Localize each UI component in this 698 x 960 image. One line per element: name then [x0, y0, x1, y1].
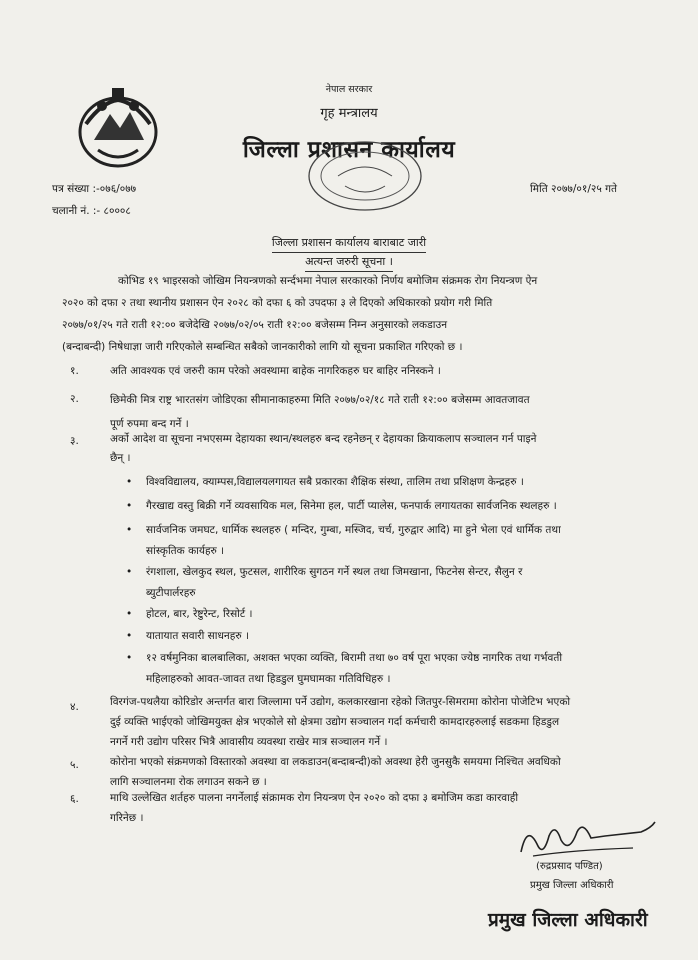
item-line: विरगंज-पथलैया कोरिडोर अन्तर्गत बारा जिल्लामा पर्ने उद्योग, कलकारखाना रहेको जितपुर-सिमरामा कोरोना पोजेटिभ भएको — [110, 696, 571, 708]
item-line: छिमेकी मित्र राष्ट्र भारतसंग जोडिएका सीमानाकाहरुमा मिति २०७७/०२/१८ गते राती १२:०० बजेसम्म आवतजावत — [110, 394, 530, 406]
list-item — [110, 752, 655, 792]
bullet-item — [146, 626, 656, 647]
bullet-line: • गैरखाद्य वस्तु बिक्री गर्ने व्यवसायिक मल, सिनेमा हल, पार्टी प्यालेस, फनपार्क लगायतका सार्वजनिक स्थलहरु । — [146, 500, 557, 512]
dispatch-number: चलानी नं. :- ८०००८ — [52, 205, 131, 217]
item-line: माथि उल्लेखित शर्तहरु पालना नगर्नेलाई संक्रामक रोग नियन्त्रण ऐन २०२० को दफा ३ बमोजिम कडा कारवाही — [110, 792, 519, 804]
notice-heading — [0, 234, 698, 272]
list-item — [110, 692, 655, 752]
intro-line: (बन्दाबन्दी) निषेधाज्ञा जारी गरिएकोले सम्बन्धित सबैको जानकारीको लागि यो सूचना प्रकाशित गरिएको छ । — [62, 341, 463, 353]
item-number: ४. — [70, 701, 79, 713]
item-line: दुई व्यक्ति भाईएको जोखिमयुक्त क्षेत्र भएकोले सो क्षेत्रमा उद्योग सञ्चालन गर्दा कर्मचारी कामदारहरुलाई सडकमा हिडडुल — [110, 716, 560, 728]
item-line: अति आवश्यक एवं जरुरी काम परेको अवस्थामा बाहेक नागरिकहरु घर बाहिर ननिस्कने । — [110, 365, 441, 377]
bullet-line: • यातायात सवारी साधनहरु । — [146, 630, 249, 642]
item-line: पूर्ण रुपमा बन्द गर्ने । — [110, 418, 189, 430]
list-item — [110, 362, 655, 381]
bullet-line: • विश्वविद्यालय, क्याम्पस,विद्यालयलगायत सबै प्रकारका शैक्षिक संस्था, तालिम तथा प्रशिक्षण केन्द्रहरु । — [146, 476, 524, 488]
signatory-title: प्रमुख जिल्ला अधिकारी — [530, 880, 614, 891]
bullet-line: ब्युटीपार्लरहरु — [146, 587, 196, 599]
ministry-label: गृह मन्त्रालय — [320, 106, 378, 121]
bullet-line: • होटल, बार, रेष्टुरेन्ट, रिसोर्ट । — [146, 608, 253, 620]
item-line: लागि सञ्चालनमा रोक लगाउन सकने छ । — [110, 776, 267, 788]
notice-heading-line2: अत्यन्त जरुरी सूचना । — [305, 253, 393, 272]
bullet-item — [146, 496, 656, 517]
government-label: नेपाल सरकार — [325, 84, 373, 95]
bullet-item — [146, 472, 656, 493]
item-line: कोरोना भएको संक्रमणको विस्तारको अवस्था वा लकडाउन(बन्दाबन्दी)को अवस्था हेरी जुनसुकै समयमा निश्चित अवधिको — [110, 756, 561, 768]
notice-heading-line1: जिल्ला प्रशासन कार्यालय बाराबाट जारी — [272, 234, 426, 253]
notice-date: मिति २०७७/०१/२५ गते — [530, 183, 618, 195]
office-seal-icon — [290, 128, 440, 218]
bullet-item — [146, 648, 656, 690]
intro-paragraph — [62, 270, 652, 358]
office-title: जिल्ला प्रशासन कार्यालय — [242, 137, 456, 163]
bullet-line: सांस्कृतिक कार्यहरु । — [146, 545, 225, 557]
letter-number: पत्र संख्या :-०७६/०७७ — [52, 183, 137, 195]
bullet-item — [146, 520, 656, 562]
intro-line: २०७७/०१/२५ गते राती १२:०० बजेदेखि २०७७/०२/०५ राती १२:०० बजेसम्म निम्न अनुसारको लकडाउन — [62, 319, 448, 331]
bullet-line: महिलाहरुको आवत-जावत तथा हिडडुल घुमघामका गतिविधिहरु । — [146, 673, 391, 685]
handwritten-signature-icon — [513, 814, 663, 864]
bullet-line: • रंगशाला, खेलकुद स्थल, फुटसल, शारीरिक सुगठन गर्ने स्थल तथा जिमखाना, फिटनेस सेन्टर, सैलुन र — [146, 566, 523, 578]
intro-line: कोभिड १९ भाइरसको जोखिम नियन्त्रणको सर्न्दभमा नेपाल सरकारको निर्णय बमोजिम संक्रमक रोग नियन्त्रण ऐन — [118, 275, 538, 287]
item-line: गरिनेछ । — [110, 812, 144, 824]
item-number: ३. — [70, 435, 79, 447]
bullet-item — [146, 604, 656, 625]
bullet-line: • १२ वर्षमुनिका बालबालिका, अशक्त भएका व्यक्ति, बिरामी तथा ७० वर्ष पूरा भएका ज्येष्ठ नागरिक तथा गर्भवती — [146, 652, 563, 664]
signatory-name: (रुद्रप्रसाद पण्डित) — [536, 861, 603, 872]
intro-line: २०२० को दफा २ तथा स्थानीय प्रशासन ऐन २०२८ को दफा ६ को उपदफा ३ ले दिएको अधिकारको प्रयोग गरी मिति — [62, 297, 493, 309]
item-line: छैन् । — [110, 452, 131, 464]
designation-stamp: प्रमुख जिल्ला अधिकारी — [488, 909, 648, 931]
item-line: नगर्ने गरी उद्योग परिसर भित्रै आवासीय व्यवस्था राखेर मात्र सञ्चालन गर्ने । — [110, 736, 388, 748]
item-number: २. — [70, 393, 79, 405]
list-item — [110, 388, 655, 436]
item-number: १. — [70, 365, 79, 377]
item-line: अर्को आदेश वा सूचना नभएसम्म देहायका स्थान/स्थलहरु बन्द रहनेछन् र देहायका क्रियाकलाप सञ्चालन गर्न पाइने — [110, 433, 537, 445]
bullet-line: • सार्वजनिक जमघट, धार्मिक स्थलहरु ( मन्दिर, गुम्बा, मस्जिद, चर्च, गुरुद्वार आदि) मा हुने भेला एवं धार्मिक तथा — [146, 524, 561, 536]
item-number: ५. — [70, 759, 79, 771]
bullet-item — [146, 562, 656, 604]
list-item — [110, 430, 655, 468]
item-number: ६. — [70, 793, 79, 805]
